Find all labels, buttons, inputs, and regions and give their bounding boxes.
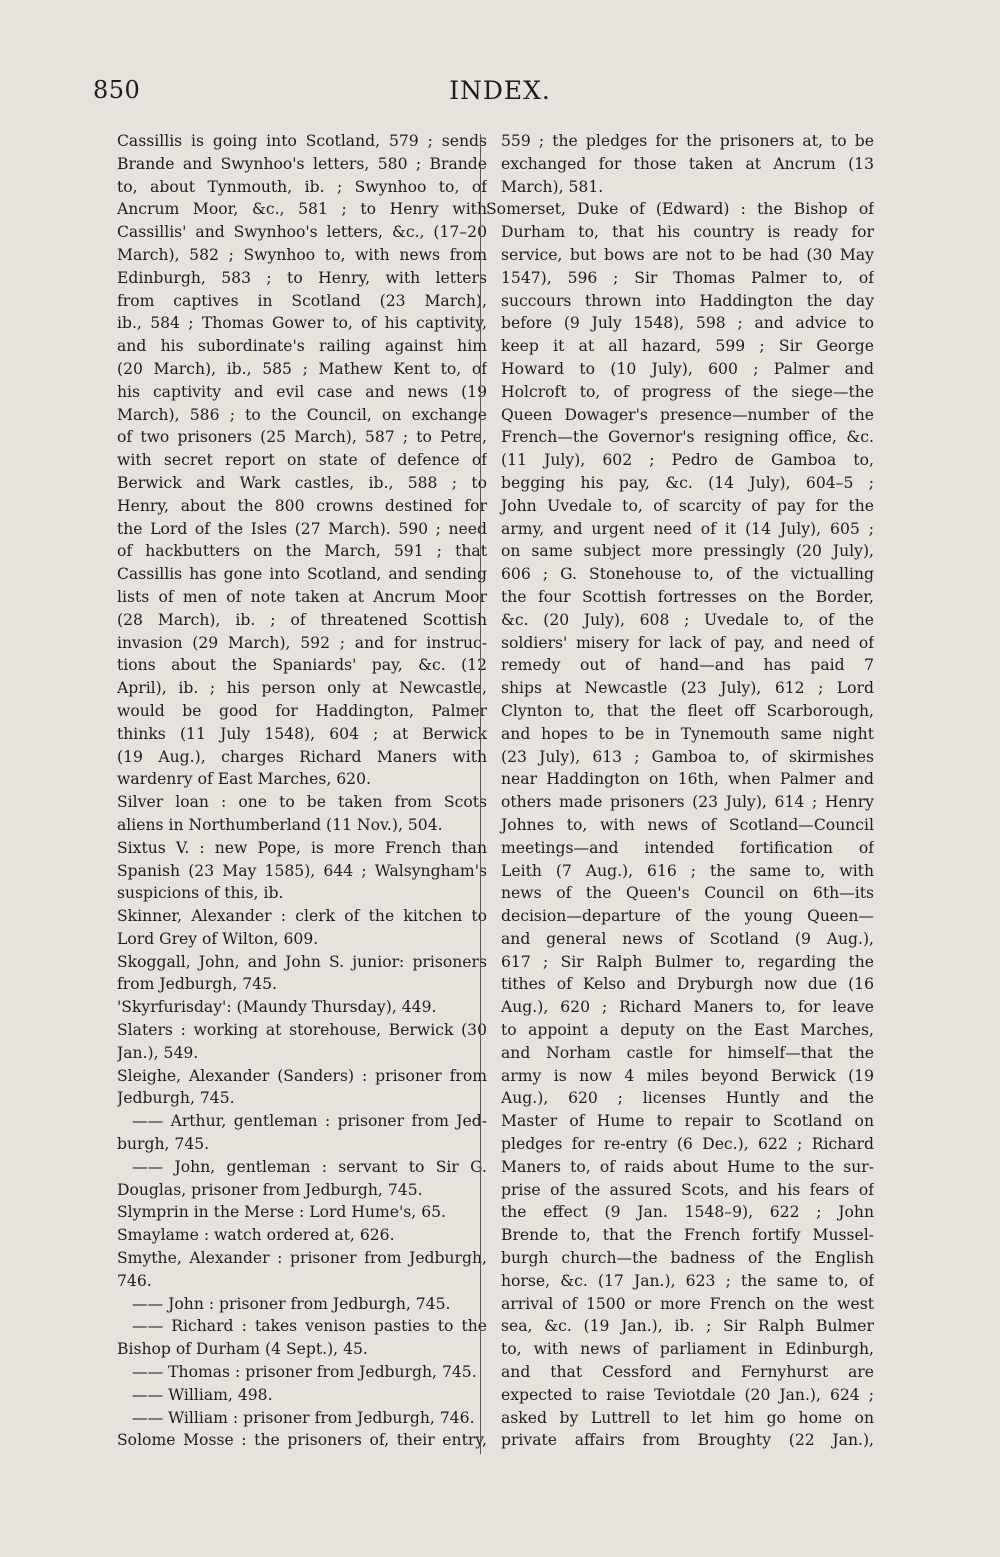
- index-line: decision—departure of the young Queen—: [501, 907, 874, 926]
- index-line: April), ib. ; his person only at Newcastle,: [117, 679, 487, 698]
- index-line: invasion (29 March), 592 ; and for instruc-: [117, 633, 487, 652]
- index-line: Slymprin in the Merse : Lord Hume's, 65.: [117, 1203, 447, 1222]
- index-line: Berwick and Wark castles, ib., 588 ; to: [117, 473, 487, 492]
- index-line: of two prisoners (25 March), 587 ; to Petre,: [117, 428, 487, 447]
- index-line: 'Skyrfurisday': (Maundy Thursday), 449.: [117, 998, 437, 1017]
- index-line: Henry, about the 800 crowns destined for: [117, 496, 487, 515]
- index-line: from Jedburgh, 745.: [117, 975, 277, 994]
- index-line: Johnes to, with news of Scotland—Council: [501, 815, 874, 834]
- index-line: —— Richard : takes venison pasties to the: [132, 1317, 487, 1336]
- index-line: —— John, gentleman : servant to Sir G.: [132, 1157, 487, 1176]
- index-line: wardenry of East Marches, 620.: [117, 770, 371, 789]
- index-line: March), 581.: [501, 177, 604, 196]
- page-number: 850: [93, 76, 141, 104]
- index-line: expected to raise Teviotdale (20 Jan.), 624 ;: [501, 1385, 874, 1404]
- index-line: and Norham castle for himself—that the: [501, 1043, 874, 1062]
- index-line: 1547), 596 ; Sir Thomas Palmer to, of: [501, 268, 874, 287]
- index-line: (11 July), 602 ; Pedro de Gamboa to,: [501, 451, 874, 470]
- index-line: to appoint a deputy on the East Marches,: [501, 1021, 874, 1040]
- running-head: INDEX.: [449, 76, 551, 105]
- index-line: Clynton to, that the fleet off Scarborough,: [501, 701, 874, 720]
- index-line: with secret report on state of defence of: [117, 451, 487, 470]
- index-line: lists of men of note taken at Ancrum Moor: [117, 587, 487, 606]
- index-line: —— William : prisoner from Jedburgh, 746.: [132, 1408, 475, 1427]
- index-line: the Lord of the Isles (27 March). 590 ; need: [117, 519, 487, 538]
- index-line: Skinner, Alexander : clerk of the kitchen to: [117, 907, 487, 926]
- index-line: Skoggall, John, and John S. junior: prisoners: [117, 952, 487, 971]
- index-line: Smythe, Alexander : prisoner from Jedburgh,: [117, 1249, 487, 1268]
- index-line: Queen Dowager's presence—number of the: [501, 405, 874, 424]
- index-line: to, with news of parliament in Edinburgh,: [501, 1340, 874, 1359]
- index-line: succours thrown into Haddington the day: [501, 291, 874, 310]
- index-line: aliens in Northumberland (11 Nov.), 504.: [117, 815, 443, 834]
- index-line: prise of the assured Scots, and his fears of: [501, 1180, 874, 1199]
- index-line: John Uvedale to, of scarcity of pay for the: [501, 496, 874, 515]
- index-line: asked by Luttrell to let him go home on: [501, 1408, 874, 1427]
- index-line: Sixtus V. : new Pope, is more French than: [117, 838, 487, 857]
- index-line: the effect (9 Jan. 1548–9), 622 ; John: [501, 1203, 874, 1222]
- index-line: Cassillis' and Swynhoo's letters, &c., (17–20: [117, 223, 487, 242]
- index-line: Aug.), 620 ; licenses Huntly and the: [501, 1089, 874, 1108]
- index-line: burgh, 745.: [117, 1135, 210, 1154]
- index-line: &c. (20 July), 608 ; Uvedale to, of the: [501, 610, 874, 629]
- index-line: of hackbutters on the March, 591 ; that: [117, 542, 487, 561]
- index-line: soldiers' misery for lack of pay, and need of: [501, 633, 874, 652]
- index-line: on same subject more pressingly (20 July),: [501, 542, 874, 561]
- index-line: burgh church—the badness of the English: [501, 1249, 874, 1268]
- index-line: Ancrum Moor, &c., 581 ; to Henry with: [117, 200, 487, 219]
- index-line: the four Scottish fortresses on the Border,: [501, 587, 874, 606]
- index-line: Bishop of Durham (4 Sept.), 45.: [117, 1340, 368, 1359]
- index-line: Durham to, that his country is ready for: [501, 223, 874, 242]
- index-line: Cassillis has gone into Scotland, and sending: [117, 565, 487, 584]
- index-line: others made prisoners (23 July), 614 ; Henry: [501, 793, 874, 812]
- index-line: horse, &c. (17 Jan.), 623 ; the same to, of: [501, 1271, 874, 1290]
- index-line: army is now 4 miles beyond Berwick (19: [501, 1066, 874, 1085]
- index-line: to, about Tynmouth, ib. ; Swynhoo to, of: [117, 177, 487, 196]
- index-line: —— John : prisoner from Jedburgh, 745.: [132, 1294, 451, 1313]
- index-line: remedy out of hand—and has paid 7: [501, 656, 874, 675]
- index-line: —— Arthur, gentleman : prisoner from Jed-: [132, 1112, 487, 1131]
- index-line: March), 582 ; Swynhoo to, with news from: [117, 245, 487, 264]
- index-line: tithes of Kelso and Dryburgh now due (16: [501, 975, 874, 994]
- index-line: and general news of Scotland (9 Aug.),: [501, 929, 874, 948]
- index-line: Smaylame : watch ordered at, 626.: [117, 1226, 395, 1245]
- index-line: Sleighe, Alexander (Sanders) : prisoner from: [117, 1066, 487, 1085]
- index-line: thinks (11 July 1548), 604 ; at Berwick: [117, 724, 487, 743]
- index-line: private affairs from Broughty (22 Jan.),: [501, 1431, 874, 1450]
- index-line: pledges for re-entry (6 Dec.), 622 ; Richard: [501, 1135, 874, 1154]
- index-line: would be good for Haddington, Palmer: [117, 701, 487, 720]
- index-line: meetings—and intended fortification of: [501, 838, 874, 857]
- index-line: French—the Governor's resigning office, &c.: [501, 428, 874, 447]
- index-line: Maners to, of raids about Hume to the sur-: [501, 1157, 874, 1176]
- index-line: Jedburgh, 745.: [117, 1089, 235, 1108]
- index-line: Lord Grey of Wilton, 609.: [117, 929, 319, 948]
- column-divider: [480, 134, 481, 1454]
- index-line: Aug.), 620 ; Richard Maners to, for leave: [501, 998, 874, 1017]
- index-line: Leith (7 Aug.), 616 ; the same to, with: [501, 861, 874, 880]
- index-line: 559 ; the pledges for the prisoners at, to be: [501, 132, 874, 150]
- index-line: arrival of 1500 or more French on the west: [501, 1294, 874, 1313]
- index-line: Jan.), 549.: [117, 1043, 199, 1062]
- index-line: Silver loan : one to be taken from Scots: [117, 793, 487, 812]
- index-line: exchanged for those taken at Ancrum (13: [501, 154, 874, 173]
- index-line: (19 Aug.), charges Richard Maners with: [117, 747, 487, 766]
- index-line: Somerset, Duke of (Edward) : the Bishop of: [486, 200, 874, 219]
- index-line: 606 ; G. Stonehouse to, of the victualling: [501, 565, 874, 584]
- index-line: Holcroft to, of progress of the siege—the: [501, 382, 874, 401]
- index-line: Brende to, that the French fortify Mussel-: [501, 1226, 874, 1245]
- index-column-left: [117, 130, 487, 1452]
- index-line: and his subordinate's railing against him: [117, 337, 487, 356]
- index-line: ships at Newcastle (23 July), 612 ; Lord: [501, 679, 874, 698]
- index-line: Cassillis is going into Scotland, 579 ; sends: [117, 132, 487, 150]
- index-line: near Haddington on 16th, when Palmer and: [501, 770, 874, 789]
- index-column-right: [486, 130, 874, 1452]
- index-line: Master of Hume to repair to Scotland on: [501, 1112, 874, 1131]
- index-line: (23 July), 613 ; Gamboa to, of skirmishes: [501, 747, 874, 766]
- index-line: 617 ; Sir Ralph Bulmer to, regarding the: [501, 952, 874, 971]
- index-line: ib., 584 ; Thomas Gower to, of his captivity,: [117, 314, 487, 333]
- index-line: and hopes to be in Tynemouth same night: [501, 724, 874, 743]
- index-line: keep it at all hazard, 599 ; Sir George: [501, 337, 874, 356]
- index-line: Spanish (23 May 1585), 644 ; Walsyngham's: [117, 861, 487, 880]
- index-line: —— Thomas : prisoner from Jedburgh, 745.: [132, 1363, 477, 1382]
- index-line: begging his pay, &c. (14 July), 604–5 ;: [501, 473, 874, 492]
- index-line: sea, &c. (19 Jan.), ib. ; Sir Ralph Bulmer: [501, 1317, 874, 1336]
- index-line: army, and urgent need of it (14 July), 605 ;: [501, 519, 874, 538]
- index-line: (20 March), ib., 585 ; Mathew Kent to, of: [117, 359, 487, 378]
- index-line: before (9 July 1548), 598 ; and advice to: [501, 314, 874, 333]
- page-header: [0, 76, 1000, 116]
- index-line: from captives in Scotland (23 March),: [117, 291, 487, 310]
- index-line: tions about the Spaniards' pay, &c. (12: [117, 656, 487, 675]
- index-line: March), 586 ; to the Council, on exchange: [117, 405, 487, 424]
- index-line: 746.: [117, 1271, 152, 1290]
- index-line: service, but bows are not to be had (30 May: [501, 245, 874, 264]
- index-line: Douglas, prisoner from Jedburgh, 745.: [117, 1180, 423, 1199]
- index-line: and that Cessford and Fernyhurst are: [501, 1363, 874, 1382]
- index-line: Slaters : working at storehouse, Berwick (30: [117, 1021, 487, 1040]
- index-line: suspicions of this, ib.: [117, 884, 284, 903]
- index-line: Edinburgh, 583 ; to Henry, with letters: [117, 268, 487, 287]
- index-line: news of the Queen's Council on 6th—its: [501, 884, 874, 903]
- index-line: his captivity and evil case and news (19: [117, 382, 487, 401]
- index-line: —— William, 498.: [132, 1385, 273, 1404]
- index-line: Howard to (10 July), 600 ; Palmer and: [501, 359, 874, 378]
- index-line: (28 March), ib. ; of threatened Scottish: [117, 610, 487, 629]
- index-line: Brande and Swynhoo's letters, 580 ; Brande: [117, 154, 487, 173]
- index-line: Solome Mosse : the prisoners of, their entry,: [117, 1431, 487, 1450]
